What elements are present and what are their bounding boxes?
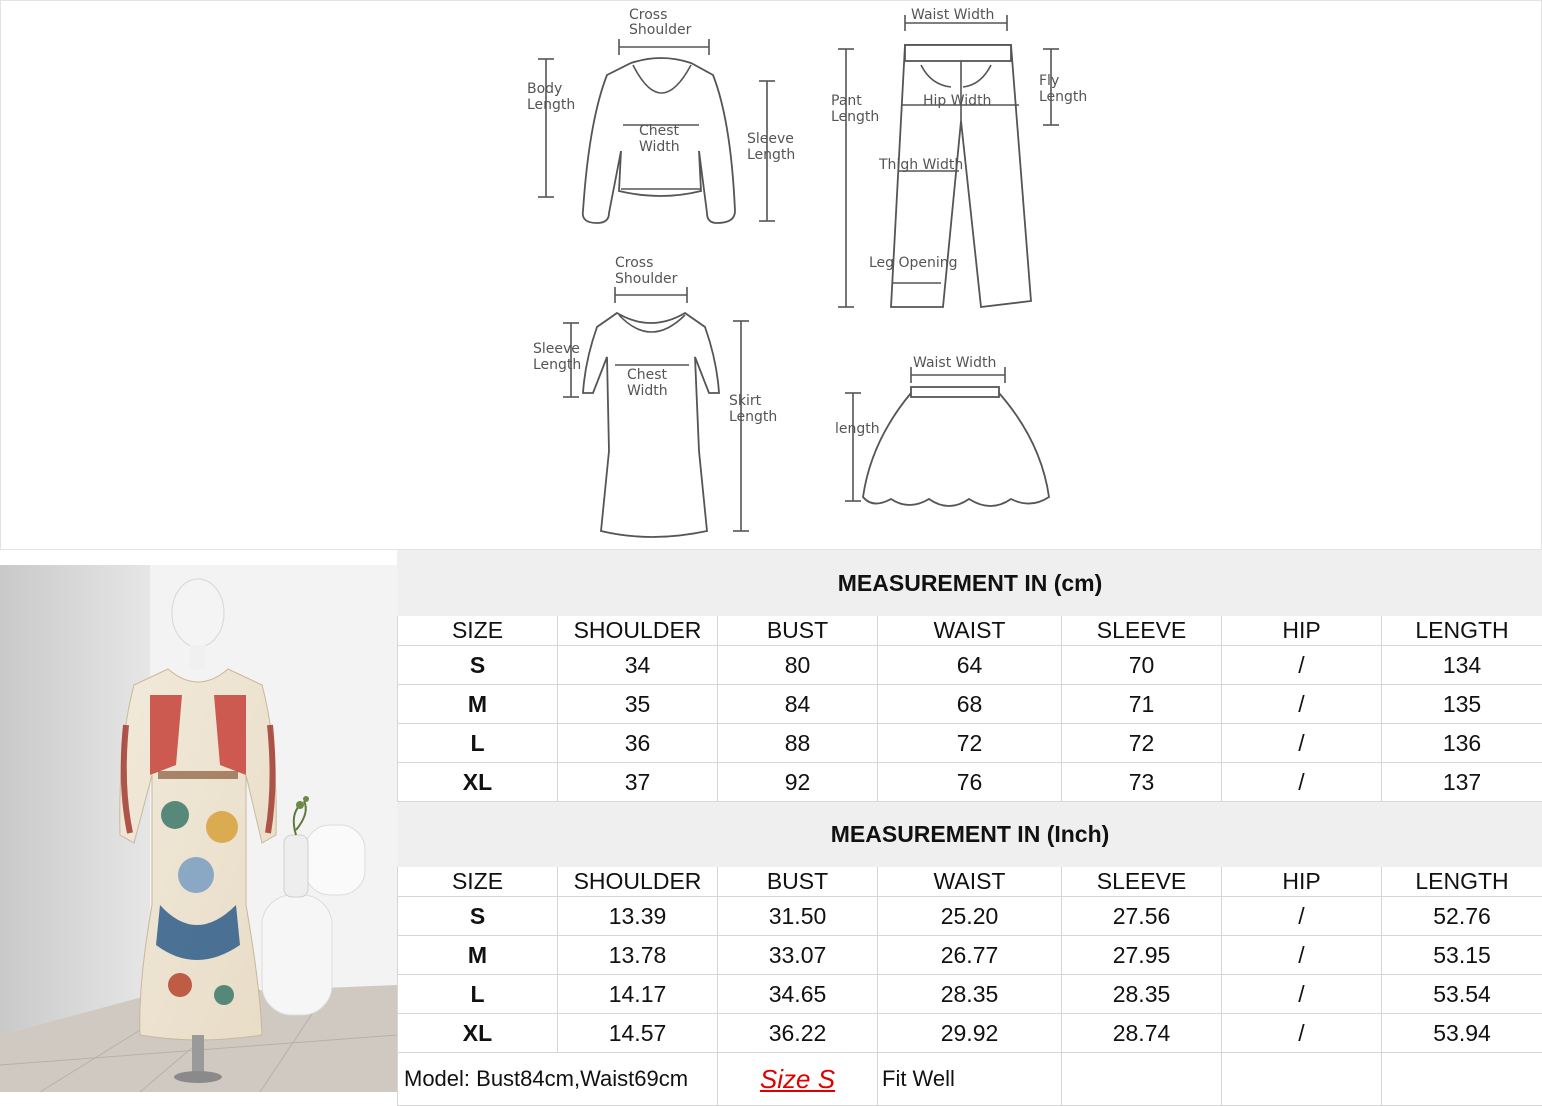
bust-cell: 36.22 bbox=[718, 1014, 878, 1053]
top-chest-width-label-2: Width bbox=[639, 139, 680, 155]
size-chart bbox=[397, 550, 1542, 1106]
bust-cell: 34.65 bbox=[718, 975, 878, 1014]
header-hip: HIP bbox=[1222, 867, 1382, 897]
header-hip: HIP bbox=[1222, 616, 1382, 646]
shoulder-cell: 35 bbox=[558, 685, 718, 724]
length-cell: 52.76 bbox=[1382, 897, 1542, 936]
model-size bbox=[718, 1053, 878, 1106]
shoulder-cell: 36 bbox=[558, 724, 718, 763]
size-cell: M bbox=[398, 685, 558, 724]
cm-header-row bbox=[398, 616, 1542, 646]
table-row bbox=[398, 975, 1542, 1014]
hip-cell: / bbox=[1222, 975, 1382, 1014]
length-cell: 53.54 bbox=[1382, 975, 1542, 1014]
dress-diagram bbox=[533, 255, 777, 537]
header-bust: BUST bbox=[718, 867, 878, 897]
shoulder-cell: 14.17 bbox=[558, 975, 718, 1014]
waist-cell: 64 bbox=[878, 646, 1062, 685]
bust-cell: 31.50 bbox=[718, 897, 878, 936]
sleeve-cell: 73 bbox=[1062, 763, 1222, 802]
bust-cell: 92 bbox=[718, 763, 878, 802]
table-row bbox=[398, 646, 1542, 685]
length-cell: 137 bbox=[1382, 763, 1542, 802]
header-waist: WAIST bbox=[878, 616, 1062, 646]
dress-on-mannequin-image bbox=[0, 565, 397, 1092]
bust-cell: 84 bbox=[718, 685, 878, 724]
pants-leg-opening-label: Leg Opening bbox=[869, 255, 958, 271]
top-body-length-label-2: Length bbox=[527, 97, 575, 113]
size-cell: XL bbox=[398, 763, 558, 802]
length-cell: 134 bbox=[1382, 646, 1542, 685]
dress-cross-shoulder-label-2: Shoulder bbox=[615, 271, 678, 287]
table-row bbox=[398, 1014, 1542, 1053]
table-row bbox=[398, 897, 1542, 936]
header-shoulder: SHOULDER bbox=[558, 867, 718, 897]
waist-cell: 72 bbox=[878, 724, 1062, 763]
dress-chest-width-label: Chest bbox=[627, 367, 668, 383]
dress-skirt-length-label-2: Length bbox=[729, 409, 777, 425]
inch-header-row bbox=[398, 867, 1542, 897]
header-bust: BUST bbox=[718, 616, 878, 646]
dress-skirt-length-label: Skirt bbox=[729, 393, 762, 409]
sleeve-cell: 27.56 bbox=[1062, 897, 1222, 936]
header-size: SIZE bbox=[398, 867, 558, 897]
skirt-outline bbox=[863, 393, 1049, 506]
waist-cell: 76 bbox=[878, 763, 1062, 802]
model-measurements: Model: Bust84cm,Waist69cm bbox=[398, 1053, 718, 1106]
hip-cell: / bbox=[1222, 685, 1382, 724]
shoulder-cell: 13.39 bbox=[558, 897, 718, 936]
bust-cell: 33.07 bbox=[718, 936, 878, 975]
pants-hip-width-label: Hip Width bbox=[923, 93, 991, 109]
header-size: SIZE bbox=[398, 616, 558, 646]
empty-cell bbox=[1382, 1053, 1542, 1106]
header-sleeve: SLEEVE bbox=[1062, 867, 1222, 897]
empty-cell bbox=[1222, 1053, 1382, 1106]
inch-title-row bbox=[398, 802, 1542, 867]
top-cross-shoulder-label: Cross bbox=[629, 7, 667, 23]
size-cell: S bbox=[398, 646, 558, 685]
pants-thigh-width-label: Thigh Width bbox=[878, 157, 963, 173]
pants-waist-width-label: Waist Width bbox=[911, 7, 994, 23]
skirt-waist-width-label: Waist Width bbox=[913, 355, 996, 371]
shoulder-cell: 34 bbox=[558, 646, 718, 685]
waist-cell: 29.92 bbox=[878, 1014, 1062, 1053]
top-cross-shoulder-label-2: Shoulder bbox=[629, 22, 692, 38]
size-cell: XL bbox=[398, 1014, 558, 1053]
waist-cell: 26.77 bbox=[878, 936, 1062, 975]
top-chest-width-label: Chest bbox=[639, 123, 680, 139]
table-row bbox=[398, 724, 1542, 763]
table-row bbox=[398, 763, 1542, 802]
size-cell: L bbox=[398, 724, 558, 763]
waist-cell: 25.20 bbox=[878, 897, 1062, 936]
header-length: LENGTH bbox=[1382, 616, 1542, 646]
table-row bbox=[398, 936, 1542, 975]
top-body-length-label: Body bbox=[527, 81, 562, 97]
shoulder-cell: 37 bbox=[558, 763, 718, 802]
fit-note: Fit Well bbox=[878, 1053, 1062, 1106]
size-table bbox=[397, 550, 1542, 1106]
dress-cross-shoulder-label: Cross bbox=[615, 255, 653, 271]
length-cell: 53.15 bbox=[1382, 936, 1542, 975]
sleeve-cell: 71 bbox=[1062, 685, 1222, 724]
length-cell: 135 bbox=[1382, 685, 1542, 724]
sleeve-cell: 28.35 bbox=[1062, 975, 1222, 1014]
cm-table-title: MEASUREMENT IN (cm) bbox=[398, 551, 1542, 616]
hip-cell: / bbox=[1222, 646, 1382, 685]
bust-cell: 80 bbox=[718, 646, 878, 685]
empty-cell bbox=[1062, 1053, 1222, 1106]
dress-sleeve-length-label: Sleeve bbox=[533, 341, 580, 357]
model-size-label: Size S bbox=[760, 1064, 835, 1094]
top-diagram bbox=[527, 7, 795, 223]
hip-cell: / bbox=[1222, 936, 1382, 975]
header-length: LENGTH bbox=[1382, 867, 1542, 897]
hip-cell: / bbox=[1222, 724, 1382, 763]
dress-sleeve-length-label-2: Length bbox=[533, 357, 581, 373]
cm-title-row bbox=[398, 551, 1542, 616]
size-cell: S bbox=[398, 897, 558, 936]
pants-pant-length-label: Pant bbox=[831, 93, 862, 109]
table-row bbox=[398, 685, 1542, 724]
measurement-diagram-panel bbox=[0, 0, 1542, 550]
skirt-length-label: length bbox=[835, 421, 880, 437]
hip-cell: / bbox=[1222, 763, 1382, 802]
sleeve-cell: 27.95 bbox=[1062, 936, 1222, 975]
pants-pant-length-label-2: Length bbox=[831, 109, 879, 125]
sleeve-cell: 70 bbox=[1062, 646, 1222, 685]
sleeve-cell: 28.74 bbox=[1062, 1014, 1222, 1053]
dress-outline bbox=[583, 313, 719, 537]
size-cell: L bbox=[398, 975, 558, 1014]
header-sleeve: SLEEVE bbox=[1062, 616, 1222, 646]
dress-chest-width-label-2: Width bbox=[627, 383, 668, 399]
length-cell: 136 bbox=[1382, 724, 1542, 763]
pants-diagram bbox=[831, 7, 1087, 307]
sleeve-cell: 72 bbox=[1062, 724, 1222, 763]
inch-table-title: MEASUREMENT IN (Inch) bbox=[398, 802, 1542, 867]
product-photo bbox=[0, 565, 397, 1092]
top-sleeve-length-label: Sleeve bbox=[747, 131, 794, 147]
skirt-diagram bbox=[835, 355, 1049, 506]
size-cell: M bbox=[398, 936, 558, 975]
measurement-diagrams bbox=[1, 1, 1541, 549]
pants-fly-length-label: Fly bbox=[1039, 73, 1059, 89]
top-sleeve-length-label-2: Length bbox=[747, 147, 795, 163]
header-waist: WAIST bbox=[878, 867, 1062, 897]
pants-fly-length-label-2: Length bbox=[1039, 89, 1087, 105]
length-cell: 53.94 bbox=[1382, 1014, 1542, 1053]
hip-cell: / bbox=[1222, 1014, 1382, 1053]
waist-cell: 28.35 bbox=[878, 975, 1062, 1014]
model-info-row bbox=[398, 1053, 1542, 1106]
shoulder-cell: 13.78 bbox=[558, 936, 718, 975]
shoulder-cell: 14.57 bbox=[558, 1014, 718, 1053]
bust-cell: 88 bbox=[718, 724, 878, 763]
hip-cell: / bbox=[1222, 897, 1382, 936]
waist-cell: 68 bbox=[878, 685, 1062, 724]
header-shoulder: SHOULDER bbox=[558, 616, 718, 646]
